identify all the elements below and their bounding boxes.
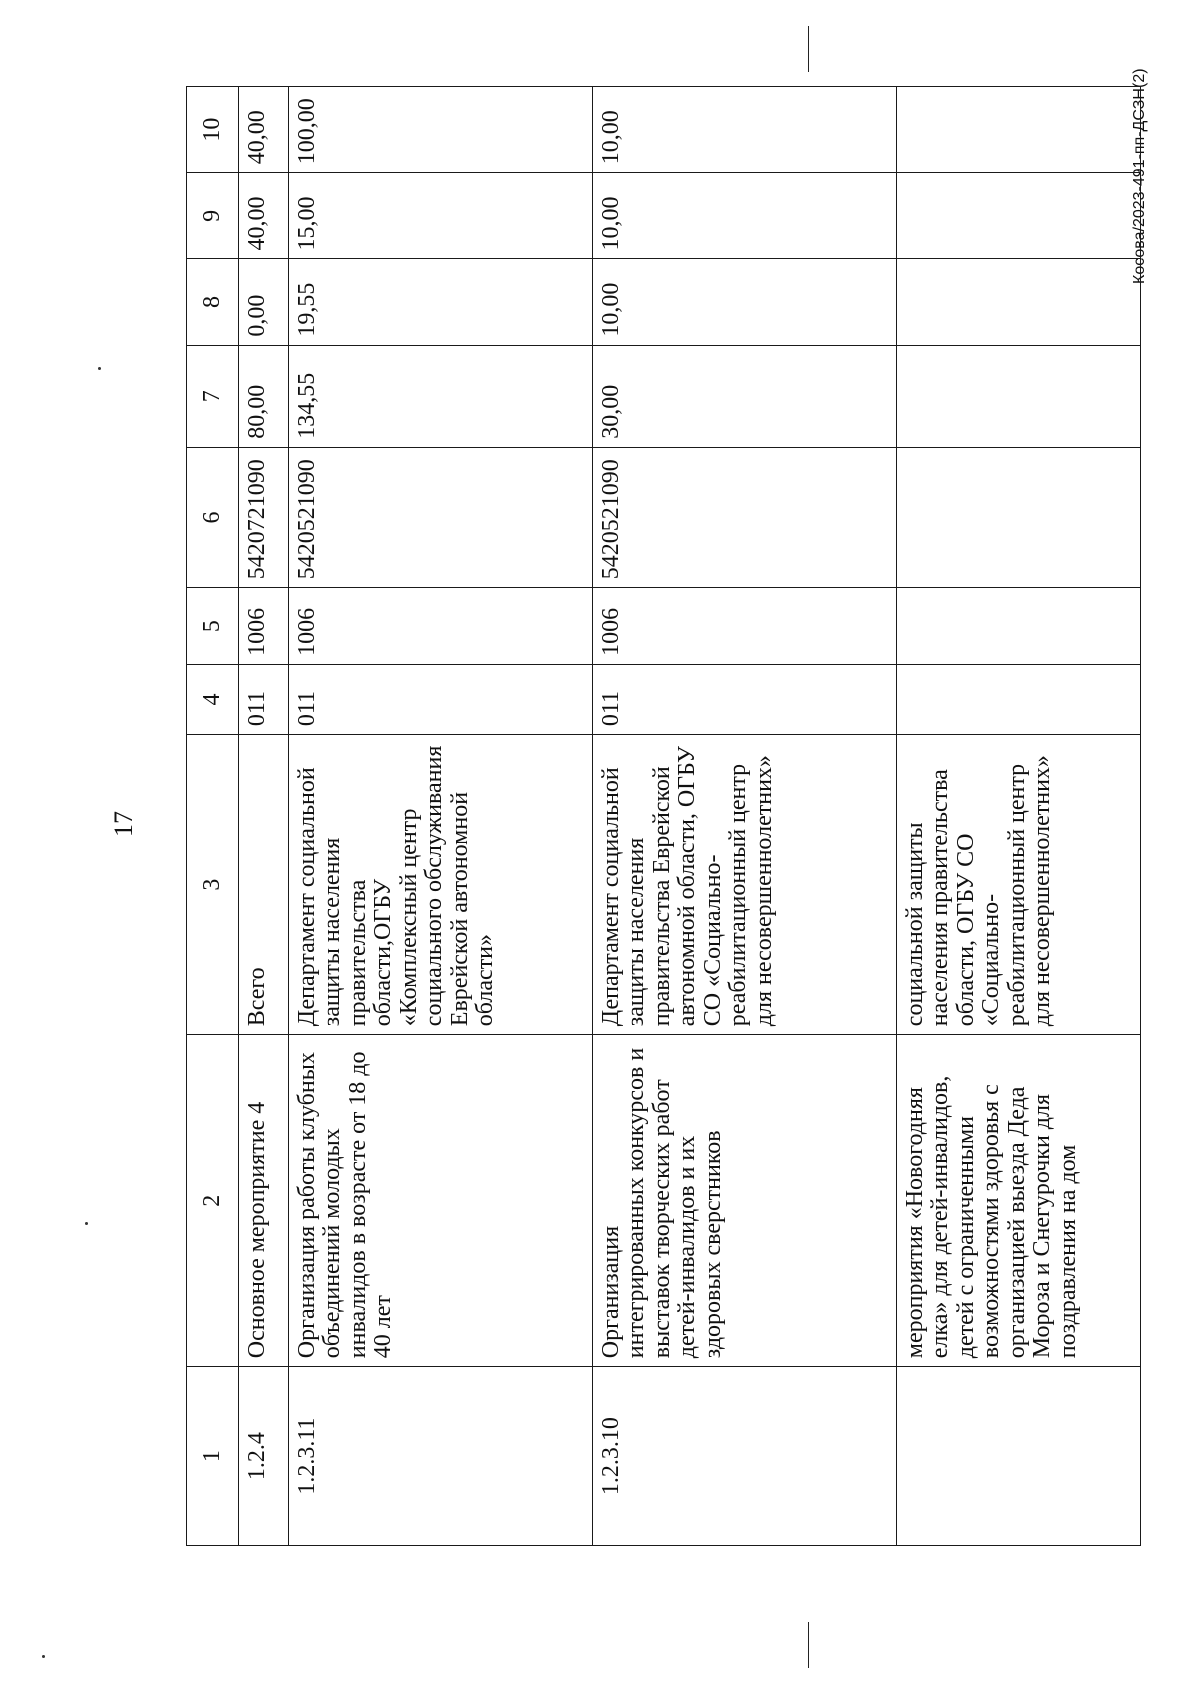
scan-speck (85, 1222, 88, 1225)
row-grbs (897, 664, 1141, 734)
scan-speck (98, 367, 101, 370)
header-col-10: 10 (187, 87, 239, 173)
row-grbs: 011 (593, 664, 897, 734)
row-rzpr: 1006 (239, 588, 289, 665)
margin-rule-bottom (808, 1622, 809, 1668)
row-rzpr: 1006 (289, 588, 593, 665)
row-executor: Департамент социальной защиты населения правительства области,ОГБУ «Комплексный центр социального обслуживания Еврейской автономной области» (289, 735, 593, 1035)
row-csr (897, 447, 1141, 587)
table-row (593, 87, 897, 1546)
header-row (187, 87, 239, 1546)
row-grbs: 011 (289, 664, 593, 734)
scan-speck (42, 1655, 45, 1658)
row-value-col8: 19,55 (289, 259, 593, 345)
row-csr: 5420521090 (289, 447, 593, 587)
row-code (897, 1367, 1141, 1546)
header-col-7: 7 (187, 345, 239, 447)
budget-table-rotated (186, 86, 1096, 1546)
row-activity-name: Организация работы клубных объединений молодых инвалидов в возрасте от 18 до 40 лет (289, 1035, 593, 1367)
row-executor: социальной защиты населения правительства области, ОГБУ СО «Социально-реабилитационный центр для несовершеннолетних» (897, 735, 1141, 1035)
row-value-col8: 0,00 (239, 259, 289, 345)
table-row (239, 87, 289, 1546)
header-col-1: 1 (187, 1367, 239, 1546)
row-value-col8: 10,00 (593, 259, 897, 345)
row-value-col10: 10,00 (593, 87, 897, 173)
row-csr: 5420521090 (593, 447, 897, 587)
row-code: 1.2.4 (239, 1367, 289, 1546)
row-code: 1.2.3.11 (289, 1367, 593, 1546)
row-value-col7: 30,00 (593, 345, 897, 447)
row-executor: Всего (239, 735, 289, 1035)
row-value-col9: 40,00 (239, 173, 289, 259)
table-row (289, 87, 593, 1546)
budget-table (186, 86, 1141, 1546)
row-activity-name: Основное мероприятие 4 (239, 1035, 289, 1367)
row-value-col9 (897, 173, 1141, 259)
document-code: Косова/2023-491-пп-ДСЗН(2) (1131, 68, 1148, 284)
header-col-2: 2 (187, 1035, 239, 1367)
margin-rule-top (808, 26, 809, 72)
row-value-col10 (897, 87, 1141, 173)
row-value-col7 (897, 345, 1141, 447)
row-rzpr (897, 588, 1141, 665)
row-value-col10: 40,00 (239, 87, 289, 173)
row-executor: Департамент социальной защиты населения правительства Еврейской автономной области, ОГБУ СО «Социально-реабилитационный центр для несовершеннолетних» (593, 735, 897, 1035)
page-number: 17 (109, 811, 138, 837)
row-rzpr: 1006 (593, 588, 897, 665)
header-col-6: 6 (187, 447, 239, 587)
row-value-col10: 100,00 (289, 87, 593, 173)
row-activity-name: мероприятия «Новогодняя елка» для детей-инвалидов, детей с ограниченными возможностями здоровья с организацией выезда Деда Мороза и Снегурочки для поздравления на дом (897, 1035, 1141, 1367)
row-value-col7: 80,00 (239, 345, 289, 447)
row-grbs: 011 (239, 664, 289, 734)
header-col-4: 4 (187, 664, 239, 734)
header-col-3: 3 (187, 735, 239, 1035)
row-activity-name: Организация интегрированных конкурсов и выставок творческих работ детей-инвалидов и их здоровых сверстников (593, 1035, 897, 1367)
row-csr: 5420721090 (239, 447, 289, 587)
header-col-9: 9 (187, 173, 239, 259)
row-value-col9: 10,00 (593, 173, 897, 259)
row-code: 1.2.3.10 (593, 1367, 897, 1546)
header-col-5: 5 (187, 588, 239, 665)
row-value-col9: 15,00 (289, 173, 593, 259)
row-value-col8 (897, 259, 1141, 345)
header-col-8: 8 (187, 259, 239, 345)
table-row (897, 87, 1141, 1546)
row-value-col7: 134,55 (289, 345, 593, 447)
